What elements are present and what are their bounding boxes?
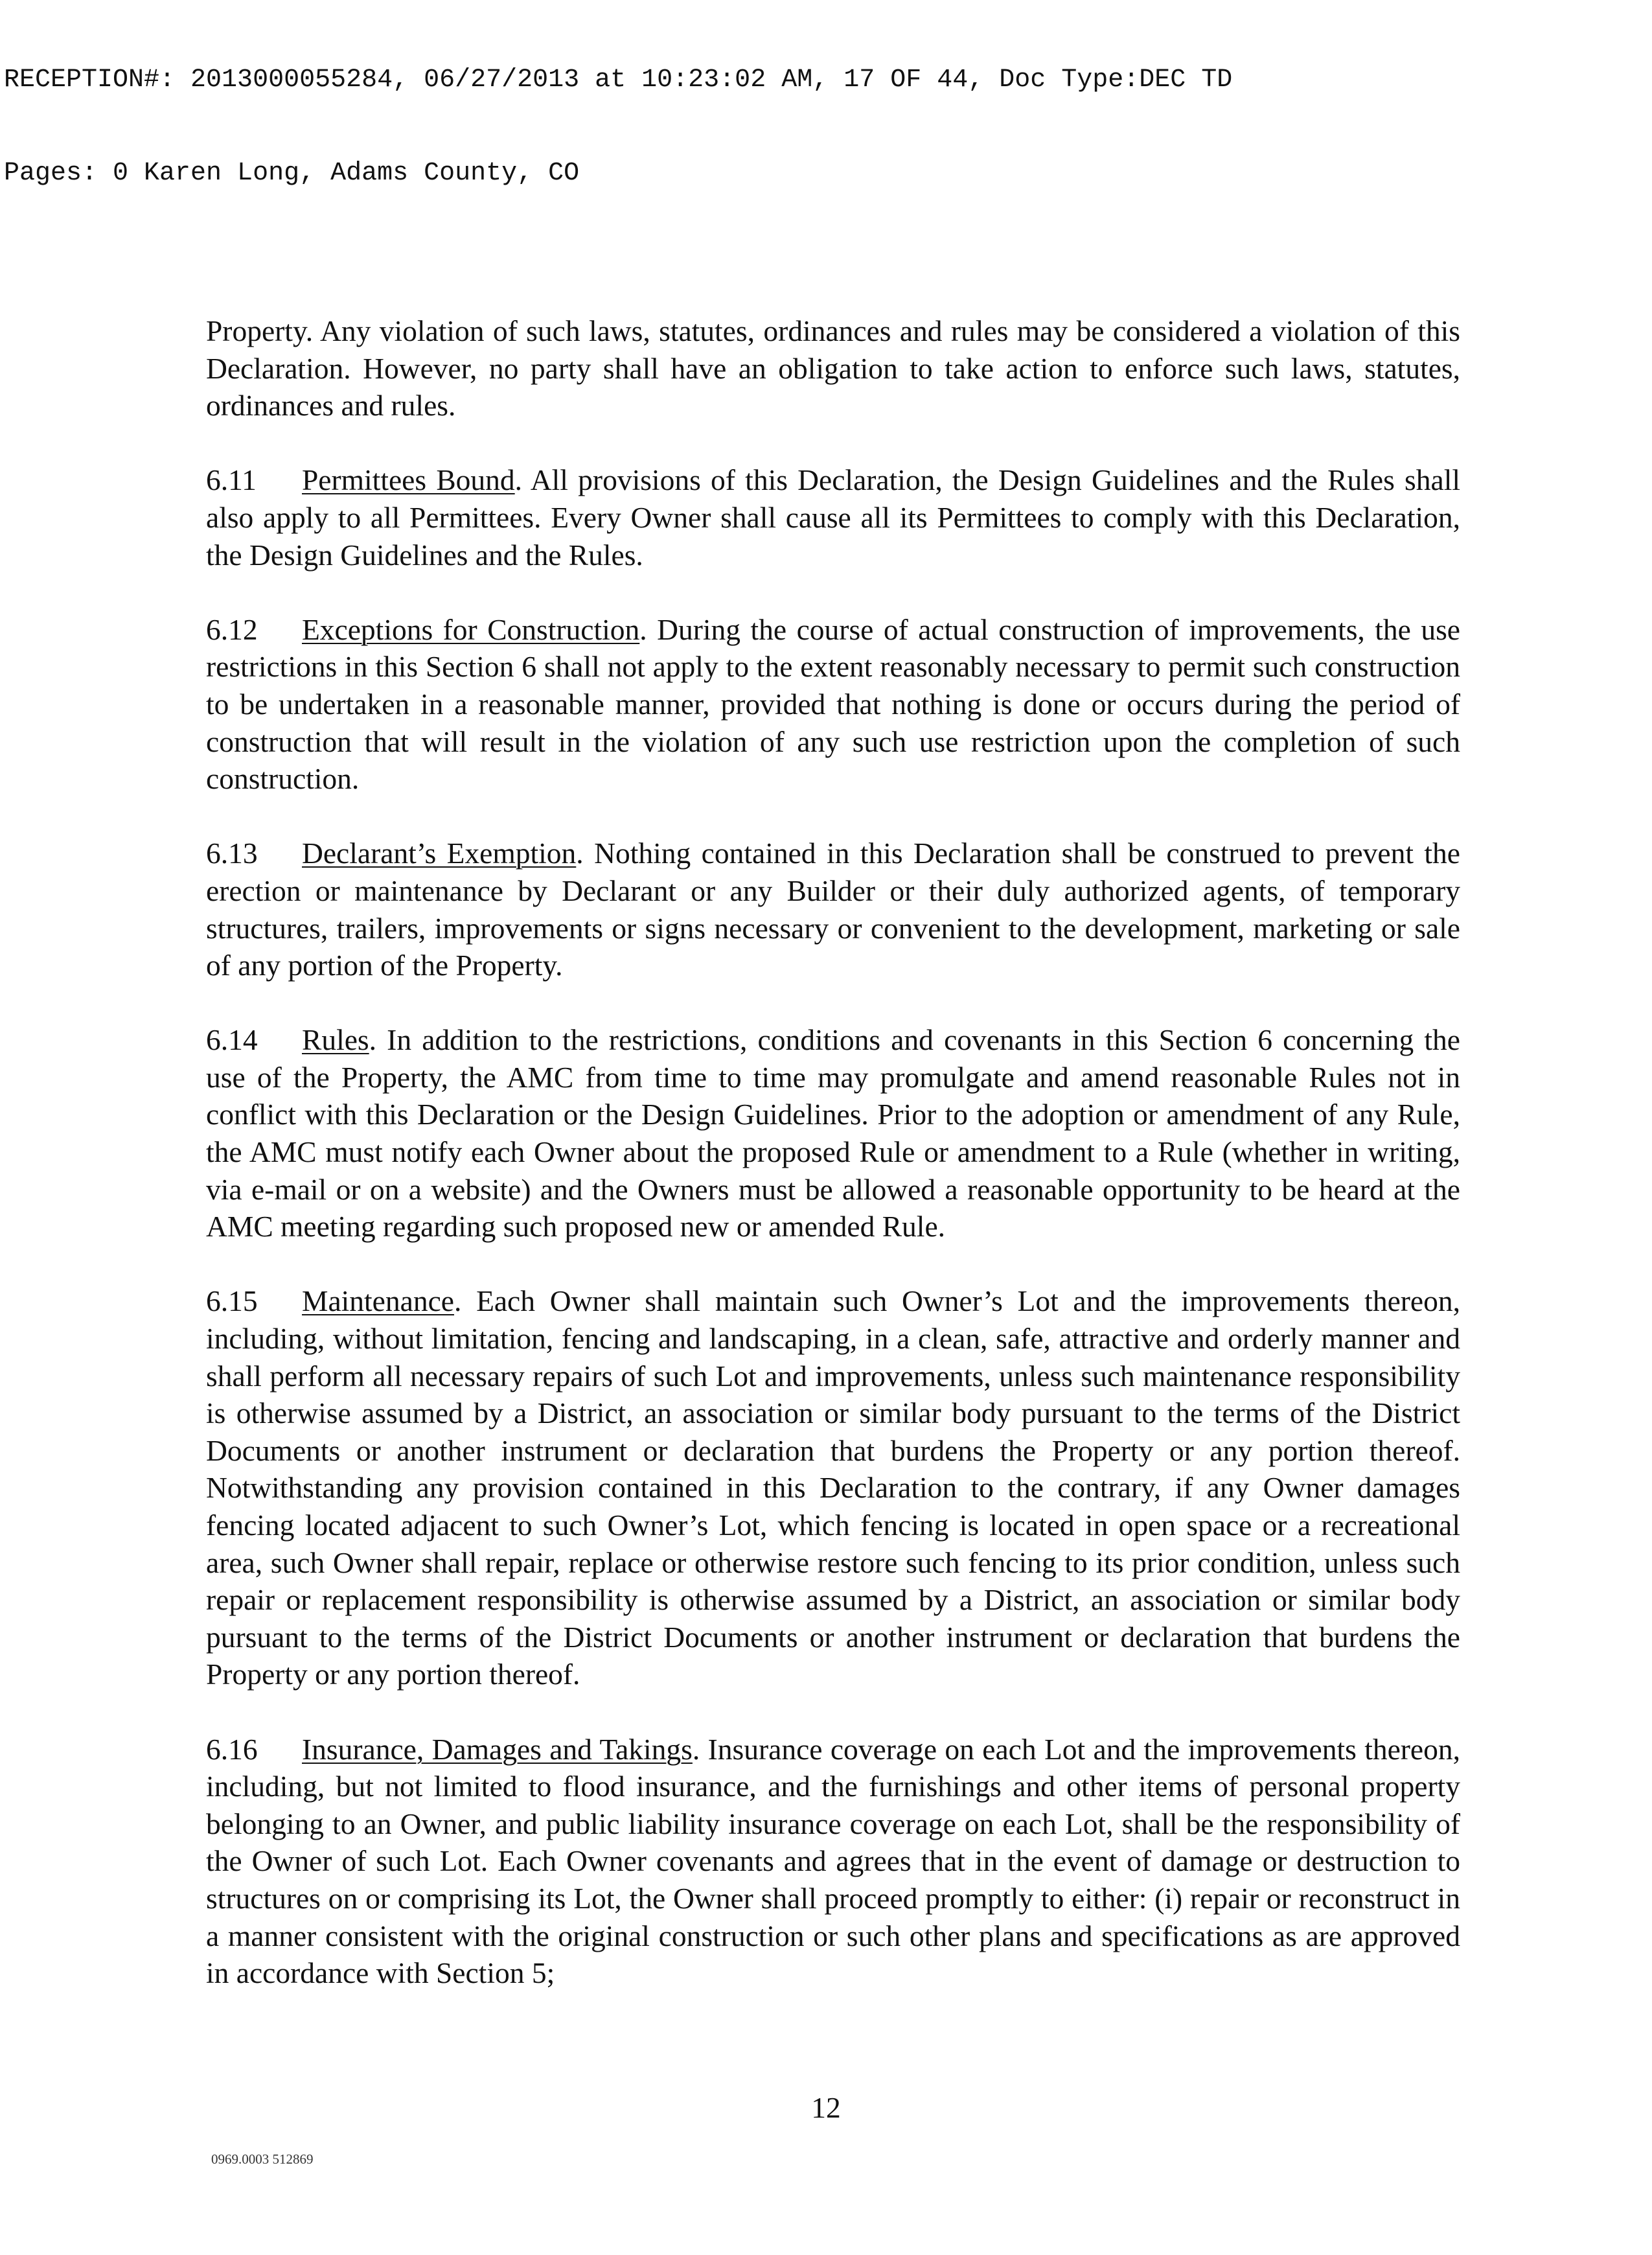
section-title: Exceptions for Construction bbox=[302, 612, 640, 646]
section-text: . During the course of actual construction of improvements, the use restrictions in this Section 6 shall not apply to the extent reasonably necessary to permit such construction to be undertaken in a reasonable manner, provided that nothing is done or occurs during the period of construction that will result in the violation of any such use restriction upon the completion of such construction. bbox=[206, 612, 1460, 796]
section-6-16 bbox=[206, 1731, 1460, 1992]
section-6-11 bbox=[206, 461, 1460, 573]
section-text: . All provisions of this Declaration, the Design Guidelines and the Rules shall also apply to all Permittees. Every Owner shall cause all its Permittees to comply with this Declaration, the Design Guidelines and the Rules. bbox=[206, 463, 1460, 572]
section-title: Declarant’s Exemption bbox=[302, 837, 577, 870]
continuation-text: Property. Any violation of such laws, statutes, ordinances and rules may be considered a violation of this Declaration. However, no party shall have an obligation to take action to enforce such laws, statutes, ordinances and rules. bbox=[206, 314, 1460, 422]
section-title: Rules bbox=[302, 1023, 369, 1057]
section-text: . Insurance coverage on each Lot and the improvements thereon, including, but not limited to flood insurance, and the furnishings and other items of personal property belonging to an Owner, and public liability insurance coverage on each Lot, shall be the responsibility of the Owner of such Lot. Each Owner covenants and agrees that in the event of damage or destruction to structures on or comprising its Lot, the Owner shall proceed promptly to either: (i) repair or reconstruct in a manner consistent with the original construction or such other plans and specifications as are approved in accordance with Section 5; bbox=[206, 1732, 1460, 1990]
section-title: Insurance, Damages and Takings bbox=[302, 1732, 693, 1766]
section-6-15 bbox=[206, 1282, 1460, 1693]
section-number: 6.11 bbox=[206, 463, 257, 497]
section-text: . In addition to the restrictions, conditions and covenants in this Section 6 concerning the use of the Property, the AMC from time to time may promulgate and amend reasonable Rules not in conflict with this Declaration or the Design Guidelines. Prior to the adoption or amendment of any Rule, the AMC must notify each Owner about the proposed Rule or amendment to a Rule (whether in writing, via e-mail or on a website) and the Owners must be allowed a reasonable opportunity to be heard at the AMC meeting regarding such proposed new or amended Rule. bbox=[206, 1023, 1460, 1243]
section-number: 6.12 bbox=[206, 612, 258, 646]
section-text: . Nothing contained in this Declaration shall be construed to prevent the erection or maintenance by Declarant or any Builder or their duly authorized agents, of temporary structures, trailers, improvements or signs necessary or convenient to the development, marketing or sale of any portion of the Property. bbox=[206, 837, 1460, 982]
section-6-12 bbox=[206, 611, 1460, 798]
page-number: 12 bbox=[811, 2091, 841, 2124]
continuation-paragraph bbox=[206, 312, 1460, 424]
document-code: 0969.0003 512869 bbox=[211, 2151, 314, 2167]
section-6-14 bbox=[206, 1021, 1460, 1245]
section-number: 6.13 bbox=[206, 837, 258, 870]
section-title: Maintenance bbox=[302, 1284, 454, 1318]
recording-stamp bbox=[4, 3, 1636, 220]
section-6-13 bbox=[206, 835, 1460, 984]
section-text: . Each Owner shall maintain such Owner’s Lot and the improvements thereon, including, without limitation, fencing and landscaping, in a clean, safe, attractive and orderly manner and shall perform all necessary repairs of such Lot and improvements, unless such maintenance responsibility is otherwise assumed by a District, an association or similar body pursuant to the terms of the District Documents or another instrument or declaration that burdens the Property or any portion thereof. Notwithstanding any provision contained in this Declaration to the contrary, if any Owner damages fencing located adjacent to such Owner’s Lot, which fencing is located in open space or a recreational area, such Owner shall repair, replace or otherwise restore such fencing to its prior condition, unless such repair or replacement responsibility is otherwise assumed by a District, an association or similar body pursuant to the terms of the District Documents or another instrument or declaration that burdens the Property or any portion thereof. bbox=[206, 1284, 1460, 1691]
recording-stamp-line-2: Pages: 0 Karen Long, Adams County, CO bbox=[4, 159, 580, 188]
section-title: Permittees Bound bbox=[302, 463, 515, 497]
section-number: 6.16 bbox=[206, 1732, 258, 1766]
section-number: 6.15 bbox=[206, 1284, 258, 1318]
section-number: 6.14 bbox=[206, 1023, 258, 1057]
document-body bbox=[206, 312, 1460, 2029]
recording-stamp-line-1: RECEPTION#: 2013000055284, 06/27/2013 at 10:23:02 AM, 17 OF 44, Doc Type:DEC TD bbox=[4, 65, 1233, 95]
